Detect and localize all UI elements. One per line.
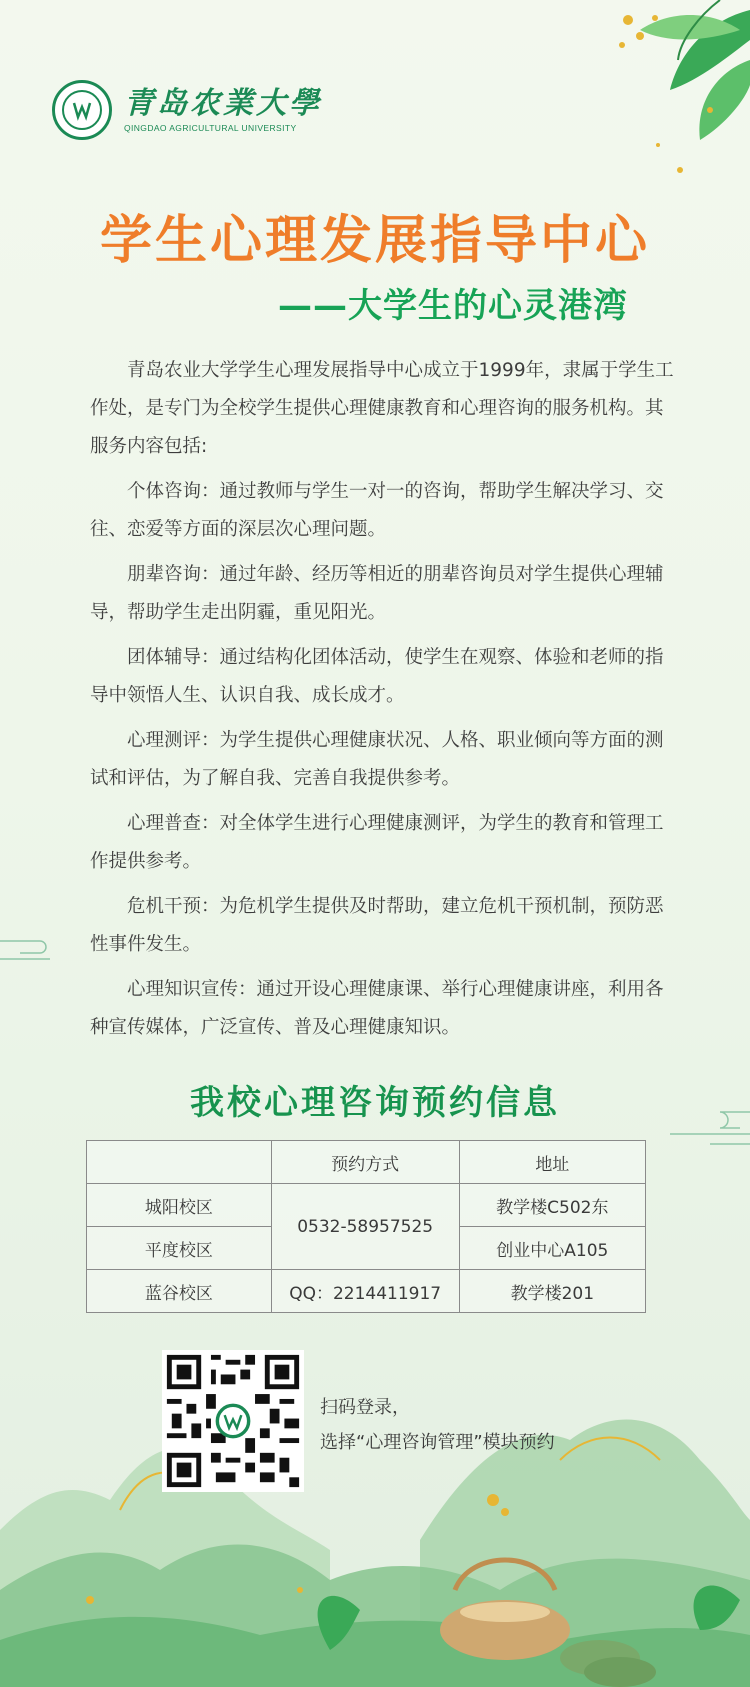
intro-text [90, 352, 676, 1054]
table-row [87, 1184, 646, 1227]
phone-cell: 0532-58957525 [271, 1184, 459, 1270]
qq-cell: QQ：2214411917 [271, 1270, 459, 1313]
cloud-line-left [0, 935, 60, 965]
table-header-row [87, 1141, 646, 1184]
paragraph-individual: 个体咨询：通过教师与学生一对一的咨询，帮助学生解决学习、交往、恋爱等方面的深层次心理问题。 [90, 481, 664, 540]
page-subtitle: ——大学生的心灵港湾 [278, 286, 628, 326]
university-name-cn: 青岛农業大學 [124, 86, 322, 121]
campus-cell: 城阳校区 [87, 1184, 272, 1227]
paragraph-crisis: 危机干预：为危机学生提供及时帮助，建立危机干预机制，预防恶性事件发生。 [90, 896, 664, 955]
table-header-empty [87, 1141, 272, 1184]
paragraph-intro: 青岛农业大学学生心理发展指导中心成立于1999年，隶属于学生工作处，是专门为全校学生提供心理健康教育和心理咨询的服务机构。其服务内容包括: [90, 360, 674, 457]
paragraph-survey: 心理普查：对全体学生进行心理健康测评，为学生的教育和管理工作提供参考。 [90, 813, 664, 872]
paragraph-assessment: 心理测评：为学生提供心理健康状况、人格、职业倾向等方面的测试和评估，为了解自我、完善自我提供参考。 [90, 730, 664, 789]
qr-code[interactable] [162, 1350, 304, 1492]
leaf-decoration-top-right [600, 0, 750, 200]
university-logo [52, 80, 322, 140]
appointment-section-title: 我校心理咨询预约信息 [190, 1083, 560, 1123]
scan-line-1: 扫码登录， [320, 1397, 410, 1418]
qr-code-icon [162, 1350, 304, 1492]
address-cell: 教学楼C502东 [459, 1184, 645, 1227]
paragraph-group: 团体辅导：通过结构化团体活动，使学生在观察、体验和老师的指导中领悟人生、认识自我、成长成才。 [90, 647, 664, 706]
address-cell: 教学楼201 [459, 1270, 645, 1313]
university-name-en: QINGDAO AGRICULTURAL UNIVERSITY [124, 123, 297, 133]
appointment-table [86, 1140, 646, 1313]
table-header-method: 预约方式 [271, 1141, 459, 1184]
paragraph-publicity: 心理知识宣传：通过开设心理健康课、举行心理健康讲座，利用各种宣传媒体，广泛宣传、普及心理健康知识。 [90, 979, 664, 1038]
address-cell: 创业中心A105 [459, 1227, 645, 1270]
scan-instructions [320, 1390, 555, 1460]
paragraph-peer: 朋辈咨询：通过年龄、经历等相近的朋辈咨询员对学生提供心理辅导，帮助学生走出阴霾，重见阳光。 [90, 564, 664, 623]
university-seal-icon [52, 80, 112, 140]
scan-line-2: 选择“心理咨询管理”模块预约 [320, 1432, 555, 1453]
table-row [87, 1270, 646, 1313]
page-title: 学生心理发展指导中心 [99, 211, 650, 271]
campus-cell: 平度校区 [87, 1227, 272, 1270]
campus-cell: 蓝谷校区 [87, 1270, 272, 1313]
table-header-address: 地址 [459, 1141, 645, 1184]
